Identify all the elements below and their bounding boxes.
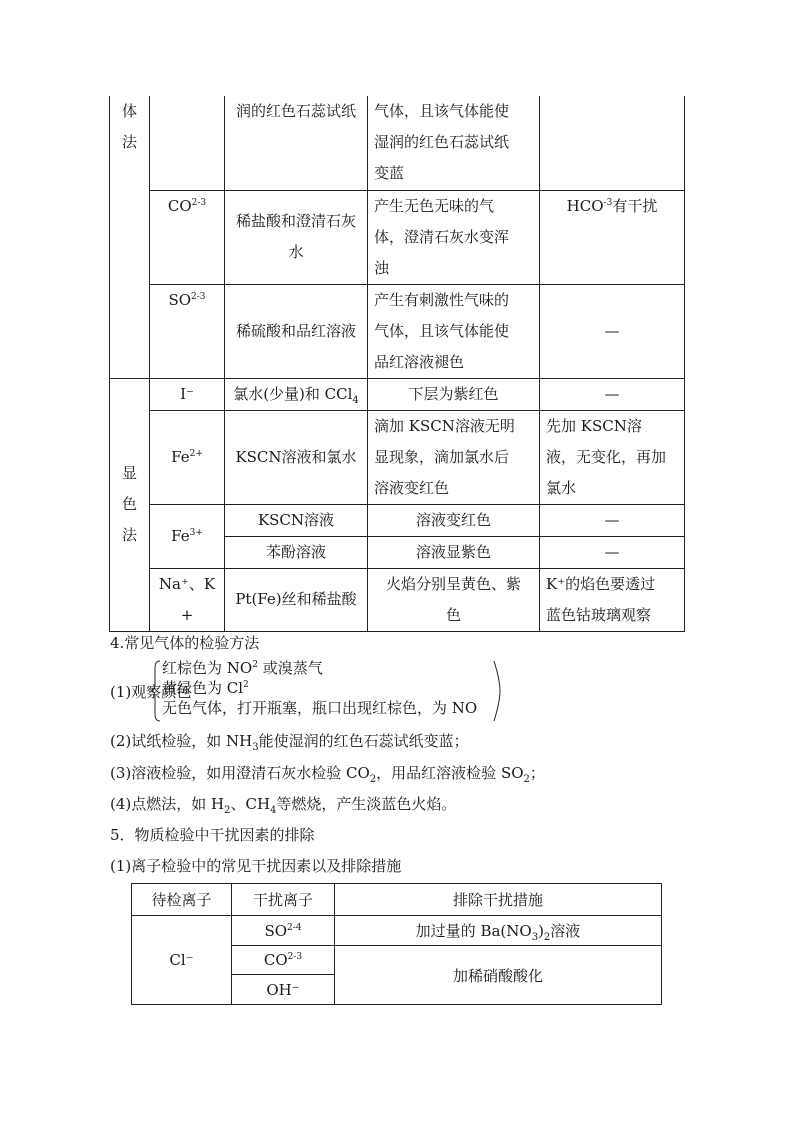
ion-text: Fe [171,447,190,466]
ion-cell [150,410,225,504]
reagent-line: 稀盐酸和澄清石灰 [235,212,356,230]
ion-cell [150,190,225,284]
reagent-text: KSCN溶液 [257,510,335,529]
item-subscript: 4 [270,805,277,816]
reagent-text: 苯酚溶液 [265,542,326,561]
ion-charge: 2+ [189,448,203,459]
ion-text: CO [167,196,192,215]
ion-line: + [180,605,194,624]
phenomenon-cell [368,568,540,631]
header-cell: 干扰离子 [232,884,335,916]
ion-cell [150,568,225,631]
ion-text: I⁻ [180,384,194,403]
ion-cell [150,378,225,410]
color-line-2 [162,680,249,696]
note-text: — [604,321,620,340]
note-text: HCO [566,196,604,215]
color-line-1 [162,660,323,676]
color-line-3: 无色气体，打开瓶塞，瓶口出现红棕色，为 NO [162,699,478,717]
note-cell [540,536,685,568]
reagent-subscript: 4 [352,394,359,406]
table-row-iodide [110,378,685,410]
phenomenon-line: 火焰分别呈黄色、紫 [385,574,521,593]
phenomenon-line: 体，澄清石灰水变浑 [374,227,510,246]
phenomenon-text: 溶液显紫色 [415,542,491,561]
ion-text: CO [263,951,288,969]
table-row-na-k [110,568,685,631]
ion-charge: 2-3 [287,952,303,962]
phenomenon-cell [368,410,540,504]
phenomenon-cell [368,96,540,190]
phenomenon-line: 产生无色无味的气 [374,196,495,215]
ion-charge: 2-4 [287,922,302,933]
phenomenon-cell [368,284,540,378]
note-line: 蓝色钴玻璃观察 [546,605,652,624]
reagent-text: KSCN溶液和氯水 [235,447,357,466]
note-charge: -3 [603,197,613,208]
item-text: (2)试纸检验，如 NH [110,732,253,750]
ion-test-table [109,96,685,632]
item-text: 能使湿润的红色石蕊试纸变蓝； [258,732,469,750]
note-cell [540,504,685,536]
ion-charge: 3+ [189,527,203,538]
reagent-cell [225,504,368,536]
table-row-so3 [110,284,685,378]
color-line-sup: 2 [243,680,249,690]
item-text: 等燃烧，产生淡蓝色火焰。 [276,795,457,813]
phenomenon-text: 溶液变红色 [415,510,491,529]
phenomenon-line: 显现象，滴加氯水后 [374,447,510,466]
note-cell [540,190,685,284]
reagent-cell [225,284,368,378]
method-char: 体 [121,102,137,120]
measure-text: 溶液 [550,922,581,940]
reagent-text: 稀硫酸和品红溶液 [235,321,356,340]
ion-text: SO [168,290,192,309]
phenomenon-line: 色 [445,605,461,624]
header-cell: 排除干扰措施 [335,884,662,916]
note-text: — [604,510,620,529]
method-char: 显 [121,464,137,482]
method-char: 法 [121,133,137,151]
note-line: 先加 KSCN溶 [546,416,642,435]
phenomenon-line: 变蓝 [374,164,405,182]
item-subscript: 3 [252,742,259,753]
item-subscript: 2 [523,774,530,785]
section-4-heading: 4.常见气体的检验方法 [110,634,260,652]
reagent-line: 水 [288,243,304,261]
interfering-ion-cell [232,946,335,975]
method-cell-gas [110,96,150,378]
note-cell [540,284,685,378]
phenomenon-line: 气体，且该气体能使 [374,321,510,340]
ion-cell [150,284,225,378]
ion-text: SO [264,921,288,940]
ion-cell-empty [150,96,225,190]
note-line: 液，无变化，再加 [546,447,667,466]
gas-test-item-3 [110,763,545,783]
ion-cell [150,504,225,568]
method-cell-color [110,378,150,631]
reagent-cell [225,536,368,568]
reagent-cell [225,568,368,631]
header-cell: 待检离子 [132,884,232,916]
gas-test-item-4 [110,794,456,814]
phenomenon-line: 溶液变红色 [374,478,450,497]
section-5-heading: 5．物质检验中干扰因素的排除 [110,826,315,844]
table-row-co3 [110,190,685,284]
ion-charge: 2-3 [191,291,206,302]
item-text: ； [529,764,545,782]
gas-test-item-2 [110,731,469,751]
item-text: (3)溶液检验，如用澄清石灰水检验 CO [110,764,370,782]
reagent-text: Pt(Fe)丝和稀盐酸 [235,590,357,608]
target-ion-cell: Cl⁻ [132,916,232,1005]
phenomenon-line: 滴加 KSCN溶液无明 [374,416,515,435]
table-row-fe3-kscn [110,504,685,536]
table-header-row [132,884,662,916]
phenomenon-cell [368,504,540,536]
reagent-cell [225,190,368,284]
phenomenon-cell [368,190,540,284]
note-text: — [604,542,620,561]
ion-charge: 2-3 [191,197,207,208]
item-subscript: 2 [224,805,231,816]
item-text: ，用品红溶液检验 SO [376,764,524,782]
note-cell [540,410,685,504]
measure-text: ) [538,922,544,940]
phenomenon-text: 下层为紫红色 [408,384,499,403]
measure-subscript: 2 [543,932,551,943]
color-observation-label: (1)观察颜色 [110,683,192,701]
left-brace-icon [150,660,162,722]
item-text: 、CH [230,795,271,813]
item-subscript: 2 [369,774,377,785]
interference-table [131,883,662,1005]
measure-cell: 加稀硝酸酸化 [335,946,662,1005]
phenomenon-line: 气体，且该气体能使 [374,102,510,120]
reagent-text: 氯水(少量)和 CCl [233,384,353,403]
note-cell [540,568,685,631]
phenomenon-cell [368,536,540,568]
phenomenon-line: 浊 [374,258,390,277]
color-observation-block [110,660,510,724]
reagent-cell [225,96,368,190]
color-line-text: 红棕色为 NO [162,659,253,677]
ion-text: Fe [171,526,190,545]
phenomenon-line: 产生有刺激性气味的 [374,290,510,309]
ion-line: Na⁺、K [158,574,216,593]
item-text: (4)点燃法，如 H [110,795,225,813]
right-paren-icon [492,660,502,722]
table-row [132,916,662,946]
color-line-text: 黄绿色为 Cl [162,679,244,697]
note-line: 氯水 [546,478,577,497]
note-text: 有干扰 [612,196,658,215]
interfering-ion-cell: OH⁻ [232,975,335,1005]
note-line: K⁺的焰色要透过 [546,574,656,593]
table-row-nh4 [110,96,685,190]
phenomenon-line: 湿润的红色石蕊试纸 [374,133,510,151]
phenomenon-cell [368,378,540,410]
reagent-cell [225,378,368,410]
color-line-sup: 2 [252,660,258,670]
reagent-cell [225,410,368,504]
measure-subscript: 3 [531,932,539,943]
method-char: 法 [121,526,137,544]
reagent-text: 润的红色石蕊试纸 [235,102,356,120]
table-row-fe2 [110,410,685,504]
phenomenon-line: 品红溶液褪色 [374,352,465,371]
method-char: 色 [121,495,137,513]
measure-cell [335,916,662,946]
interfering-ion-cell [232,916,335,946]
note-text: — [604,384,620,403]
measure-text: 加过量的 Ba(NO [415,922,532,940]
color-line-text: 或溴蒸气 [257,659,323,677]
section-5-sub-1: (1)离子检验中的常见干扰因素以及排除措施 [110,857,402,875]
note-cell [540,378,685,410]
note-cell-empty [540,96,685,190]
